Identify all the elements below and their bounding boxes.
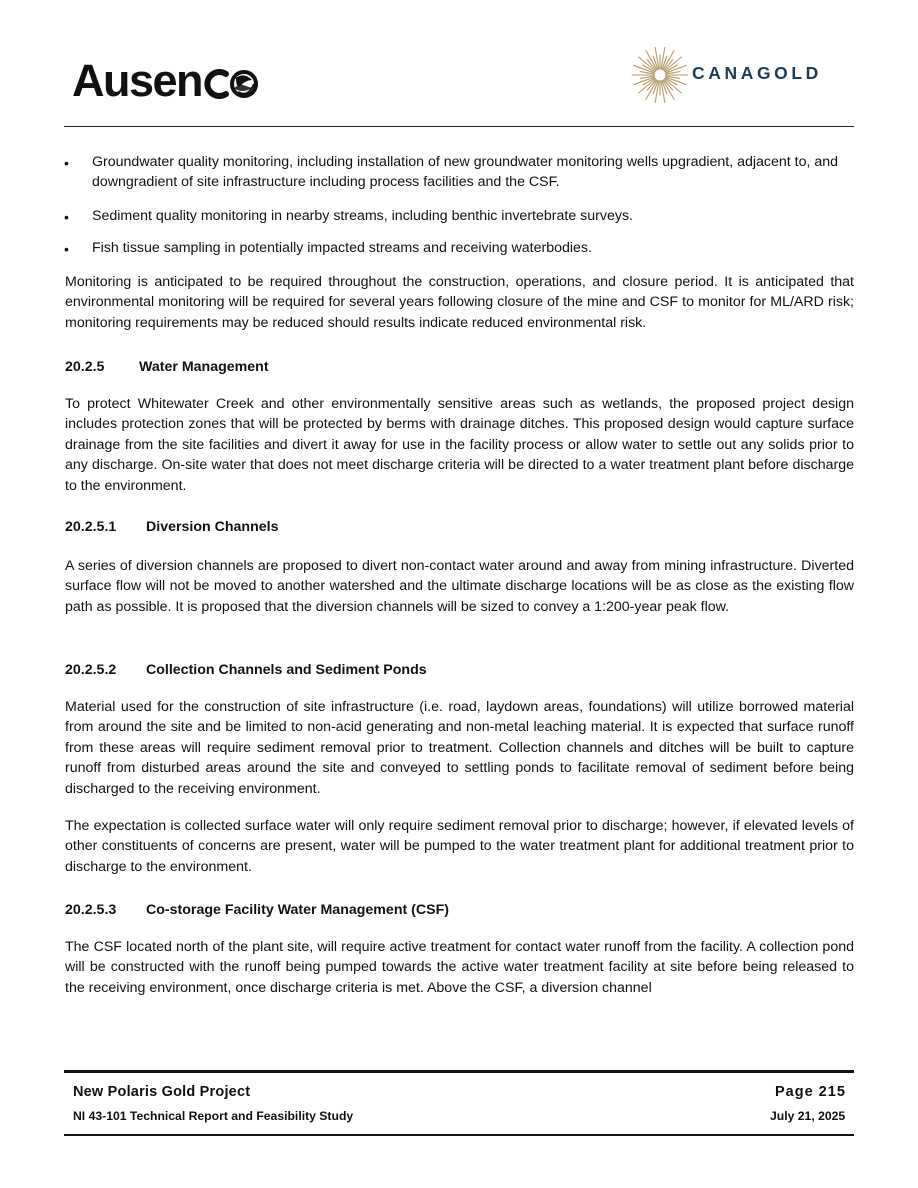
paragraph-monitoring: Monitoring is anticipated to be required throughout the construction, operations, and closure period. It is anticipated that environmental monitoring will be required for several years following closure of the mine and CSF to monitor for ML/ARD risk; monitoring requirements may be reduced should results indicate reduced environmental risk. xyxy=(65,274,854,331)
footer-date: July 21, 2025 xyxy=(770,1109,846,1123)
header-divider xyxy=(64,126,854,127)
section-number: 20.2.5.2 xyxy=(65,662,117,678)
section-title: Collection Channels and Sediment Ponds xyxy=(146,662,427,678)
paragraph-water-management: To protect Whitewater Creek and other environmentally sensitive areas such as wetlands, the proposed project design includes protection zones that will be protected by berms with drainage ditches. This proposed design would capture surface drainage from the site facilities and divert it away for use in the facility process or allow water to settle out any solids prior to any discharge. On-site water that does not meet discharge criteria will be directed to a water treatment plant before discharge to the environment. xyxy=(65,396,854,494)
footer-divider-bottom xyxy=(64,1134,854,1136)
bullet-fish: Fish tissue sampling in potentially impacted streams and receiving waterbodies. xyxy=(92,240,592,256)
sunburst-ray xyxy=(665,79,682,93)
ausenco-logo xyxy=(72,56,277,106)
canagold-logo xyxy=(630,40,850,110)
section-number: 20.2.5.1 xyxy=(65,519,117,535)
bullet-groundwater: Groundwater quality monitoring, including installation of new groundwater monitoring wells upgradient, adjacent to, and downgradient of site infrastructure including process facilities and the CSF. xyxy=(92,154,839,191)
sunburst-ray xyxy=(639,57,656,71)
canagold-wordmark: CANAGOLD xyxy=(692,63,822,83)
sunburst-ray xyxy=(665,57,682,71)
ausenco-logo-word: Ausen xyxy=(72,55,203,106)
section-number: 20.2.5 xyxy=(65,359,105,375)
section-heading-collection-channels xyxy=(65,660,427,680)
footer-report-title: NI 43-101 Technical Report and Feasibility Study xyxy=(73,1109,354,1123)
section-title: Co-storage Facility Water Management (CSF) xyxy=(146,902,449,918)
section-heading-diversion-channels xyxy=(65,517,278,537)
section-number: 20.2.5.3 xyxy=(65,902,117,918)
section-heading-water-management xyxy=(65,357,269,377)
sunburst-ray xyxy=(639,79,656,93)
paragraph-diversion-channels: A series of diversion channels are proposed to divert non-contact water around and away from mining infrastructure. Diverted surface flow will not be moved to another watershed and the ultimate discharge locations will be as close as the existing flow path as possible. It is proposed that the diversion channels will be sized to convey a 1:200-year peak flow. xyxy=(65,558,854,615)
footer-page-number: Page 215 xyxy=(775,1084,846,1100)
bullet-symbol: • xyxy=(64,209,69,225)
bullet-symbol: • xyxy=(64,155,69,171)
footer-divider-top xyxy=(64,1070,854,1073)
section-title: Water Management xyxy=(139,359,269,375)
footer-project-name: New Polaris Gold Project xyxy=(73,1084,251,1100)
section-title: Diversion Channels xyxy=(146,519,279,535)
ausenco-swirl-icon xyxy=(200,68,262,100)
bullet-symbol: • xyxy=(64,241,69,257)
paragraph-collection-2: The expectation is collected surface water will only require sediment removal prior to discharge; however, if elevated levels of other constituents of concerns are present, water will be pumped to the water treatment plant for additional treatment prior to discharge to the environment. xyxy=(65,818,854,875)
section-heading-csf xyxy=(65,900,449,920)
paragraph-collection-1: Material used for the construction of site infrastructure (i.e. road, laydown areas, foundations) will utilize borrowed material from around the site and be limited to non-acid generating and non-metal leaching material. It is expected that surface runoff from these areas will require sediment removal prior to treatment. Collection channels and ditches will be built to capture runoff from disturbed areas around the site and conveyed to settling ponds to facilitate removal of sediment before being discharged to the receiving environment. xyxy=(65,699,854,797)
bullet-sediment: Sediment quality monitoring in nearby streams, including benthic invertebrate surveys. xyxy=(92,208,633,224)
sunburst-icon xyxy=(630,40,690,110)
paragraph-csf: The CSF located north of the plant site, will require active treatment for contact water runoff from the facility. A collection pond will be constructed with the runoff being pumped towards the active water treatment facility at site before being released to the receiving environment, once discharge criteria is met. Above the CSF, a diversion channel xyxy=(65,939,854,996)
